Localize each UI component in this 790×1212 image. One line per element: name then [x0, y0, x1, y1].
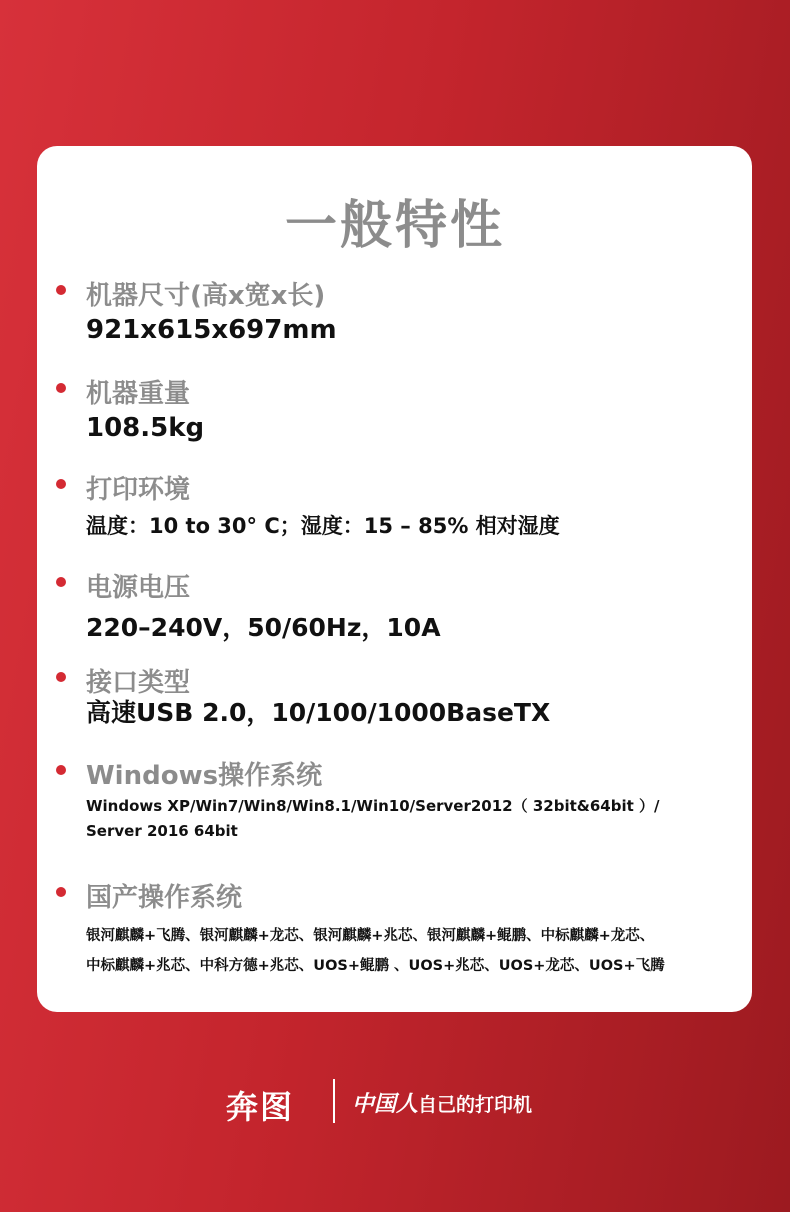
- spec-label: 国产操作系统: [86, 883, 243, 913]
- bullet-icon: [56, 672, 66, 682]
- bullet-icon: [56, 765, 66, 775]
- brand-slogan: [352, 1087, 532, 1118]
- brand-logo: 奔图: [226, 1088, 295, 1126]
- spec-label: 接口类型: [86, 668, 191, 698]
- spec-label: 机器重量: [86, 379, 191, 409]
- slogan-script: 中国人: [352, 1091, 419, 1117]
- spec-label: Windows操作系统: [86, 761, 323, 791]
- spec-value-line: 中标麒麟+兆芯、中科方德+兆芯、UOS+鲲鹏 、UOS+兆芯、UOS+龙芯、UOS+飞腾: [86, 958, 665, 974]
- spec-value: 921x615x697mm: [86, 315, 337, 345]
- spec-label: 打印环境: [86, 475, 191, 505]
- bullet-icon: [56, 479, 66, 489]
- spec-value: 温度：10 to 30° C；湿度：15 – 85% 相对湿度: [86, 514, 560, 538]
- bullet-icon: [56, 577, 66, 587]
- spec-label: 机器尺寸(高x宽x长): [86, 281, 326, 311]
- spec-label: 电源电压: [86, 573, 191, 603]
- bullet-icon: [56, 383, 66, 393]
- spec-value-line: Server 2016 64bit: [86, 822, 238, 840]
- page-title: 一般特性: [284, 196, 505, 256]
- bullet-icon: [56, 285, 66, 295]
- bullet-icon: [56, 887, 66, 897]
- spec-value-line: Windows XP/Win7/Win8/Win8.1/Win10/Server2012（ 32bit&64bit ）/: [86, 797, 660, 815]
- spec-value-line: 银河麒麟+飞腾、银河麒麟+龙芯、银河麒麟+兆芯、银河麒麟+鲲鹏、中标麒麟+龙芯、: [86, 928, 655, 944]
- footer-divider: [333, 1079, 335, 1123]
- slogan-text: 自己的打印机: [418, 1094, 533, 1116]
- spec-value: 220–240V，50/60Hz，10A: [86, 613, 441, 642]
- spec-value: 高速USB 2.0，10/100/1000BaseTX: [86, 698, 551, 727]
- spec-value: 108.5kg: [86, 413, 205, 443]
